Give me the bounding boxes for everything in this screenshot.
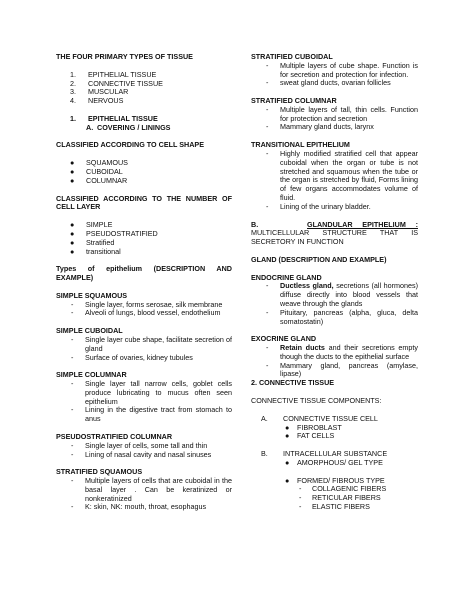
pseudostratified-columnar-title: PSEUDOSTRATIFIED COLUMNAR (56, 432, 173, 441)
list-item: - COLLAGENIC FIBERS (299, 484, 387, 494)
simple-cuboidal-title: SIMPLE CUBOIDAL (56, 326, 123, 336)
list-item: - Surface of ovaries, kidney tubules (71, 352, 193, 362)
list-item: - Mammary gland ducts, larynx (266, 122, 374, 132)
covering-linings-heading: A. COVERING / LININGS (86, 122, 171, 132)
tissue-types-list (56, 71, 232, 106)
list-item: 1. EPITHELIAL TISSUE (70, 69, 157, 79)
endocrine-gland-title: ENDOCRINE GLAND (251, 272, 322, 282)
simple-squamous-title: SIMPLE SQUAMOUS (56, 290, 128, 300)
list-item: - Lining of nasal cavity and nasal sinuses (71, 449, 212, 459)
cell-shape-list (56, 159, 232, 185)
list-item: ● Stratified (70, 237, 115, 247)
cell-layer-list (56, 221, 232, 256)
list-item: A. CONNECTIVE TISSUE CELL (261, 413, 378, 423)
list-item: - Alveoli of lungs, blood vessel, endothelium (71, 308, 221, 318)
connective-tissue-heading: 2. CONNECTIVE TISSUE (251, 378, 335, 388)
cell-layer-heading: CLASSIFIED ACCORDING TO THE NUMBER OF CELL LAYER (56, 193, 232, 212)
four-types-title: THE FOUR PRIMARY TYPES OF TISSUE (56, 52, 193, 61)
cell-shape-heading: CLASSIFIED ACCORDING TO CELL SHAPE (56, 140, 205, 150)
list-item: - Single layer, forms serosae, silk membrane (71, 299, 223, 309)
list-item: ● SIMPLE (70, 220, 113, 230)
list-item: - RETICULAR FIBERS (299, 493, 381, 503)
list-item: 3. MUSCULAR (70, 87, 129, 97)
list-item: - Multiple layers of cells that are cuboidal in the basal layer . Can be keratinized or nonkeratinized (71, 476, 232, 503)
list-item: - sweat gland ducts, ovarian follicles (266, 78, 391, 88)
list-item: - Pituitary, pancreas (alpha, gluca, delta somatostatin) (266, 307, 418, 326)
list-item: ● CUBOIDAL (70, 167, 123, 177)
glandular-epithelium: B. GLANDULAR EPITHELIUM : MULTICELLULAR STRUCTURE THAT IS SECRETORY IN FUNCTION (251, 219, 418, 247)
list-item: ● AMORPHOUS/ GEL TYPE (285, 457, 383, 467)
list-item: - Lining in the digestive tract from stomach to anus (71, 405, 232, 424)
list-item: ● transitional (70, 246, 121, 256)
list-item: - Ductless gland, secretions (all hormones) diffuse directly into blood vessels that weave through the glands (266, 281, 418, 308)
list-item: - Single layer tall narrow cells, goblet cells produce lubricating to mucus often seen epithelium (71, 379, 232, 406)
list-item: - ELASTIC FIBERS (299, 502, 370, 512)
exocrine-gland-title: EXOCRINE GLAND (251, 334, 317, 344)
list-item: - Multiple layers of cube shape. Function is for secretion and protection for infection. (266, 60, 418, 79)
right-column (251, 53, 418, 512)
list-item: ● FORMED/ FIBROUS TYPE (285, 475, 385, 485)
types-of-epithelium-heading: Types of epithelium (DESCRIPTION AND EXAMPLE) (56, 264, 232, 283)
stratified-squamous-title: STRATIFIED SQUAMOUS (56, 467, 143, 477)
list-item: ● COLUMNAR (70, 175, 128, 185)
list-item: B. INTRACELLULAR SUBSTANCE (261, 449, 388, 459)
simple-columnar-title: SIMPLE COLUMNAR (56, 370, 127, 380)
list-item: - Multiple layers of tall, thin cells. Function for protection and secretion (266, 104, 418, 123)
list-item: 2. CONNECTIVE TISSUE (70, 78, 163, 88)
list-item: ● FIBROBLAST (285, 422, 342, 432)
list-item: - Single layer cube shape, facilitate secretion of gland (71, 334, 232, 353)
stratified-columnar-title: STRATIFIED COLUMNAR (251, 96, 337, 106)
left-column (56, 53, 232, 512)
stratified-cuboidal-title: STRATIFIED CUBOIDAL (251, 52, 333, 61)
gland-heading: GLAND (DESCRIPTION AND EXAMPLE) (251, 254, 387, 264)
list-item: - K: skin, NK: mouth, throat, esophagus (71, 502, 207, 512)
list-item: - Mammary gland, pancreas (amylase, lipase) (266, 360, 418, 379)
list-item: ● PSEUDOSTRATIFIED (70, 228, 158, 238)
list-item: - Lining of the urinary bladder. (266, 201, 371, 211)
list-item: - Single layer of cells, some tall and thin (71, 440, 208, 450)
components-heading: CONNECTIVE TISSUE COMPONENTS: (251, 396, 382, 405)
list-item: - Retain ducts and their secretions empty though the ducts to the epithelial surface (266, 343, 419, 361)
list-item: ● SQUAMOUS (70, 158, 128, 168)
list-item: - Highly modified stratified cell that appear cuboidal when the organ or tube is not stretched and squamous when the tube or the organ is stretched by fluid, Forms lining of few organs accommodates volume of fluid. (266, 149, 418, 202)
transitional-epithelium-title: TRANSITIONAL EPITHELIUM (251, 140, 350, 150)
list-item: ● FAT CELLS (285, 431, 335, 441)
epithelial-heading: 1. EPITHELIAL TISSUE (70, 113, 158, 123)
list-item: 4. NERVOUS (70, 96, 124, 106)
